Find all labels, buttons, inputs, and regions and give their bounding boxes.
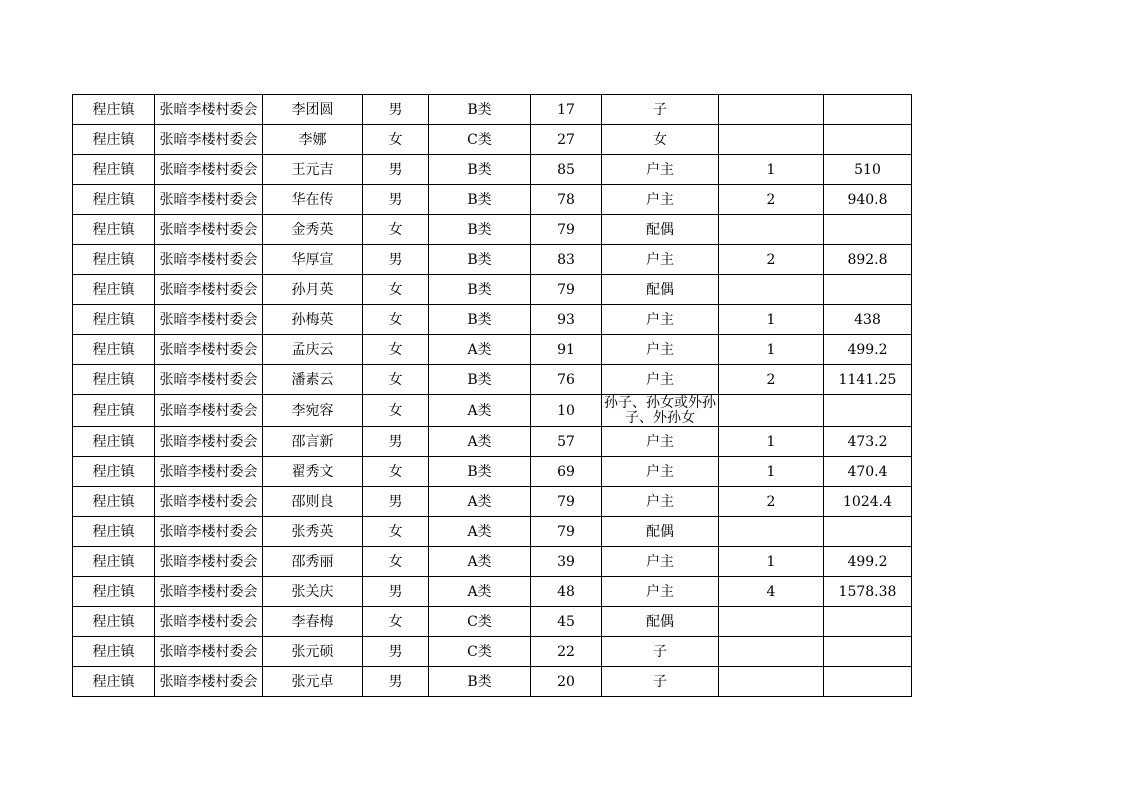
relation-cell: 配偶 (602, 275, 719, 305)
town-cell: 程庄镇 (73, 547, 155, 577)
category-cell: A类 (429, 577, 531, 607)
village-cell: 张暗李楼村委会 (155, 637, 263, 667)
village-cell: 张暗李楼村委会 (155, 667, 263, 697)
name-cell: 张秀英 (263, 517, 363, 547)
table-row (73, 487, 912, 517)
town-cell: 程庄镇 (73, 215, 155, 245)
relation-cell: 女 (602, 125, 719, 155)
relation-cell: 孙子、孙女或外孙子、外孙女 (602, 395, 719, 427)
household-size-cell: 1 (719, 335, 824, 365)
category-cell: B类 (429, 365, 531, 395)
table-row (73, 95, 912, 125)
table-row (73, 395, 912, 427)
relation-cell: 户主 (602, 487, 719, 517)
name-cell: 华厚宣 (263, 245, 363, 275)
town-cell: 程庄镇 (73, 517, 155, 547)
name-cell: 孙梅英 (263, 305, 363, 335)
category-cell: B类 (429, 245, 531, 275)
relation-cell: 户主 (602, 547, 719, 577)
gender-cell: 女 (363, 365, 429, 395)
town-cell: 程庄镇 (73, 637, 155, 667)
amount-cell: 470.4 (824, 457, 912, 487)
relation-cell: 配偶 (602, 607, 719, 637)
gender-cell: 男 (363, 245, 429, 275)
gender-cell: 女 (363, 125, 429, 155)
relation-cell: 子 (602, 667, 719, 697)
table-row (73, 335, 912, 365)
gender-cell: 女 (363, 305, 429, 335)
household-size-cell: 1 (719, 155, 824, 185)
name-cell: 金秀英 (263, 215, 363, 245)
village-cell: 张暗李楼村委会 (155, 517, 263, 547)
gender-cell: 男 (363, 487, 429, 517)
relation-cell: 户主 (602, 335, 719, 365)
relation-cell: 户主 (602, 457, 719, 487)
household-size-cell: 2 (719, 487, 824, 517)
gender-cell: 女 (363, 517, 429, 547)
amount-cell: 1578.38 (824, 577, 912, 607)
relation-cell: 户主 (602, 155, 719, 185)
age-cell: 39 (531, 547, 602, 577)
town-cell: 程庄镇 (73, 607, 155, 637)
amount-cell (824, 517, 912, 547)
town-cell: 程庄镇 (73, 335, 155, 365)
name-cell: 王元吉 (263, 155, 363, 185)
name-cell: 邵言新 (263, 427, 363, 457)
amount-cell: 473.2 (824, 427, 912, 457)
relation-cell: 子 (602, 637, 719, 667)
amount-cell (824, 395, 912, 427)
table-row (73, 245, 912, 275)
town-cell: 程庄镇 (73, 275, 155, 305)
age-cell: 57 (531, 427, 602, 457)
gender-cell: 女 (363, 275, 429, 305)
name-cell: 孙月英 (263, 275, 363, 305)
household-size-cell: 4 (719, 577, 824, 607)
table-row (73, 427, 912, 457)
name-cell: 张元卓 (263, 667, 363, 697)
town-cell: 程庄镇 (73, 487, 155, 517)
town-cell: 程庄镇 (73, 305, 155, 335)
age-cell: 76 (531, 365, 602, 395)
table-row (73, 457, 912, 487)
category-cell: B类 (429, 305, 531, 335)
amount-cell: 1024.4 (824, 487, 912, 517)
name-cell: 李春梅 (263, 607, 363, 637)
category-cell: B类 (429, 95, 531, 125)
village-cell: 张暗李楼村委会 (155, 305, 263, 335)
household-size-cell: 1 (719, 457, 824, 487)
town-cell: 程庄镇 (73, 365, 155, 395)
household-size-cell (719, 215, 824, 245)
household-size-cell: 2 (719, 245, 824, 275)
category-cell: A类 (429, 547, 531, 577)
amount-cell: 1141.25 (824, 365, 912, 395)
table-row (73, 125, 912, 155)
age-cell: 79 (531, 215, 602, 245)
relation-cell: 子 (602, 95, 719, 125)
gender-cell: 男 (363, 95, 429, 125)
age-cell: 91 (531, 335, 602, 365)
table-row (73, 547, 912, 577)
village-cell: 张暗李楼村委会 (155, 577, 263, 607)
amount-cell (824, 95, 912, 125)
household-size-cell (719, 667, 824, 697)
town-cell: 程庄镇 (73, 155, 155, 185)
category-cell: B类 (429, 457, 531, 487)
amount-cell (824, 667, 912, 697)
household-size-cell (719, 637, 824, 667)
age-cell: 83 (531, 245, 602, 275)
age-cell: 10 (531, 395, 602, 427)
town-cell: 程庄镇 (73, 577, 155, 607)
gender-cell: 女 (363, 335, 429, 365)
gender-cell: 男 (363, 577, 429, 607)
gender-cell: 男 (363, 637, 429, 667)
household-size-cell: 1 (719, 547, 824, 577)
amount-cell: 892.8 (824, 245, 912, 275)
town-cell: 程庄镇 (73, 245, 155, 275)
roster-table (72, 94, 912, 697)
relation-cell: 户主 (602, 245, 719, 275)
village-cell: 张暗李楼村委会 (155, 245, 263, 275)
table-row (73, 577, 912, 607)
name-cell: 潘素云 (263, 365, 363, 395)
category-cell: B类 (429, 215, 531, 245)
gender-cell: 女 (363, 607, 429, 637)
category-cell: B类 (429, 667, 531, 697)
relation-cell: 户主 (602, 577, 719, 607)
household-size-cell (719, 275, 824, 305)
town-cell: 程庄镇 (73, 125, 155, 155)
amount-cell: 940.8 (824, 185, 912, 215)
amount-cell (824, 275, 912, 305)
table-row (73, 305, 912, 335)
table-row (73, 155, 912, 185)
village-cell: 张暗李楼村委会 (155, 215, 263, 245)
gender-cell: 女 (363, 457, 429, 487)
amount-cell: 438 (824, 305, 912, 335)
amount-cell: 510 (824, 155, 912, 185)
town-cell: 程庄镇 (73, 185, 155, 215)
age-cell: 20 (531, 667, 602, 697)
gender-cell: 女 (363, 395, 429, 427)
village-cell: 张暗李楼村委会 (155, 607, 263, 637)
village-cell: 张暗李楼村委会 (155, 365, 263, 395)
gender-cell: 男 (363, 155, 429, 185)
relation-cell: 配偶 (602, 215, 719, 245)
household-size-cell (719, 607, 824, 637)
age-cell: 79 (531, 275, 602, 305)
table-row (73, 215, 912, 245)
age-cell: 93 (531, 305, 602, 335)
name-cell: 孟庆云 (263, 335, 363, 365)
relation-cell: 户主 (602, 185, 719, 215)
category-cell: B类 (429, 155, 531, 185)
relation-cell: 配偶 (602, 517, 719, 547)
gender-cell: 男 (363, 427, 429, 457)
age-cell: 69 (531, 457, 602, 487)
age-cell: 17 (531, 95, 602, 125)
gender-cell: 男 (363, 185, 429, 215)
age-cell: 79 (531, 517, 602, 547)
village-cell: 张暗李楼村委会 (155, 457, 263, 487)
name-cell: 李宛容 (263, 395, 363, 427)
age-cell: 48 (531, 577, 602, 607)
age-cell: 27 (531, 125, 602, 155)
amount-cell (824, 607, 912, 637)
village-cell: 张暗李楼村委会 (155, 427, 263, 457)
amount-cell (824, 215, 912, 245)
age-cell: 22 (531, 637, 602, 667)
name-cell: 华在传 (263, 185, 363, 215)
name-cell: 李娜 (263, 125, 363, 155)
household-size-cell: 2 (719, 185, 824, 215)
amount-cell: 499.2 (824, 547, 912, 577)
village-cell: 张暗李楼村委会 (155, 547, 263, 577)
age-cell: 79 (531, 487, 602, 517)
village-cell: 张暗李楼村委会 (155, 275, 263, 305)
town-cell: 程庄镇 (73, 667, 155, 697)
gender-cell: 男 (363, 667, 429, 697)
town-cell: 程庄镇 (73, 95, 155, 125)
relation-cell: 户主 (602, 365, 719, 395)
village-cell: 张暗李楼村委会 (155, 185, 263, 215)
gender-cell: 女 (363, 215, 429, 245)
name-cell: 邵秀丽 (263, 547, 363, 577)
age-cell: 45 (531, 607, 602, 637)
name-cell: 邵则良 (263, 487, 363, 517)
name-cell: 张元硕 (263, 637, 363, 667)
category-cell: A类 (429, 487, 531, 517)
name-cell: 翟秀文 (263, 457, 363, 487)
category-cell: C类 (429, 125, 531, 155)
household-size-cell (719, 125, 824, 155)
household-size-cell (719, 517, 824, 547)
category-cell: C类 (429, 607, 531, 637)
village-cell: 张暗李楼村委会 (155, 395, 263, 427)
table-row (73, 517, 912, 547)
category-cell: A类 (429, 395, 531, 427)
amount-cell: 499.2 (824, 335, 912, 365)
table-row (73, 275, 912, 305)
household-size-cell (719, 95, 824, 125)
household-size-cell (719, 395, 824, 427)
town-cell: 程庄镇 (73, 427, 155, 457)
table-row (73, 365, 912, 395)
table-row (73, 185, 912, 215)
gender-cell: 女 (363, 547, 429, 577)
age-cell: 78 (531, 185, 602, 215)
table-row (73, 667, 912, 697)
table-row (73, 607, 912, 637)
household-size-cell: 2 (719, 365, 824, 395)
category-cell: A类 (429, 517, 531, 547)
table-body (73, 95, 912, 697)
name-cell: 李团圆 (263, 95, 363, 125)
relation-cell: 户主 (602, 427, 719, 457)
village-cell: 张暗李楼村委会 (155, 487, 263, 517)
name-cell: 张关庆 (263, 577, 363, 607)
category-cell: B类 (429, 275, 531, 305)
category-cell: A类 (429, 335, 531, 365)
age-cell: 85 (531, 155, 602, 185)
category-cell: B类 (429, 185, 531, 215)
amount-cell (824, 637, 912, 667)
household-size-cell: 1 (719, 427, 824, 457)
village-cell: 张暗李楼村委会 (155, 125, 263, 155)
village-cell: 张暗李楼村委会 (155, 95, 263, 125)
town-cell: 程庄镇 (73, 395, 155, 427)
amount-cell (824, 125, 912, 155)
relation-cell: 户主 (602, 305, 719, 335)
village-cell: 张暗李楼村委会 (155, 155, 263, 185)
table-row (73, 637, 912, 667)
town-cell: 程庄镇 (73, 457, 155, 487)
household-size-cell: 1 (719, 305, 824, 335)
category-cell: C类 (429, 637, 531, 667)
village-cell: 张暗李楼村委会 (155, 335, 263, 365)
category-cell: A类 (429, 427, 531, 457)
